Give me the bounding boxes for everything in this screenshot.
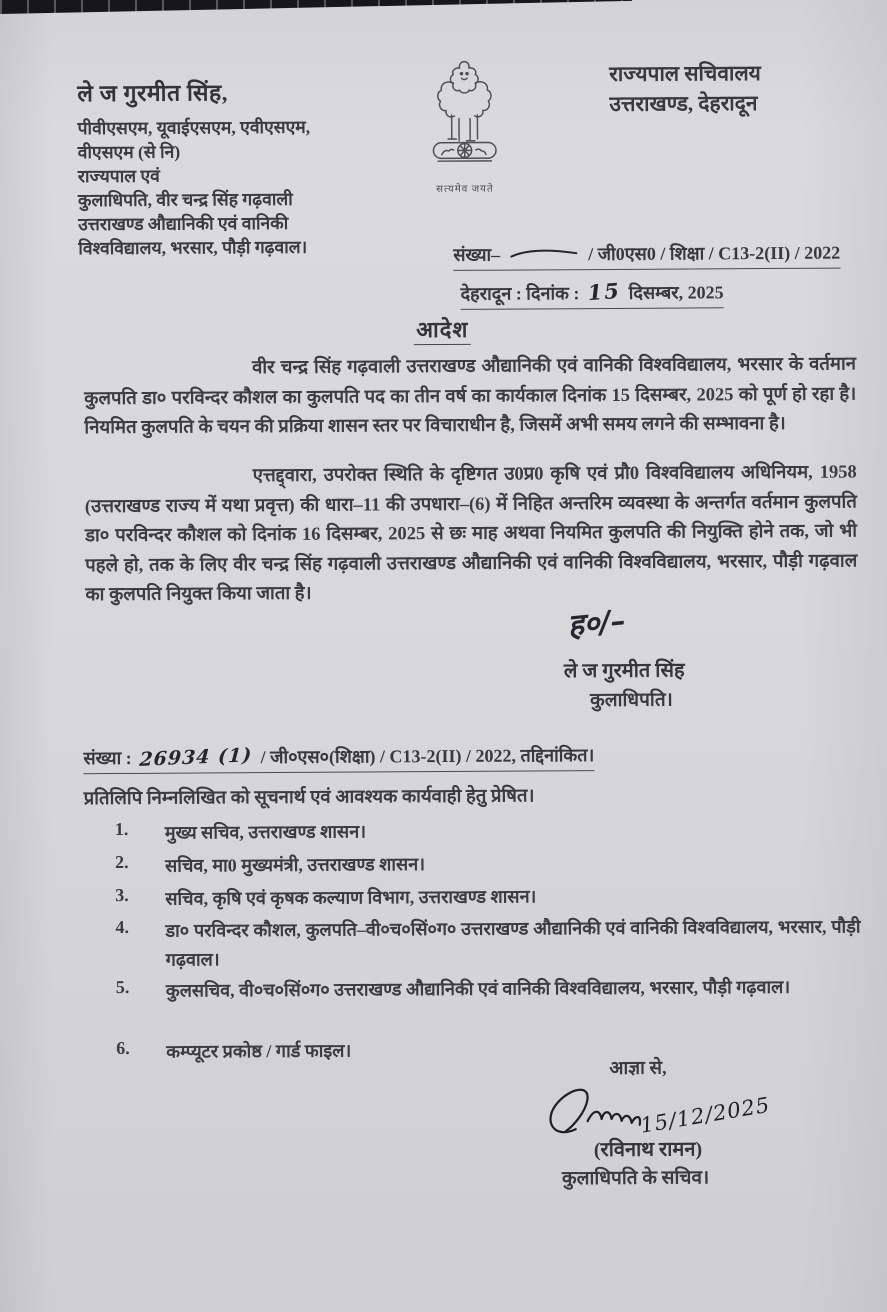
recipient-text: कुलसचिव, वी०च०सिं०ग० उत्तराखण्ड औद्यानिकी एवं वानिकी विश्वविद्यालय, भरसार, पौड़ी गढ़वाल। — [165, 976, 791, 1001]
ashoka-lion-capital-emblem-icon — [418, 58, 511, 177]
sender-title-1: राज्यपाल एवं — [77, 165, 160, 187]
recipient-text: मुख्य सचिव, उत्तराखण्ड शासन। — [164, 821, 367, 843]
office-block — [609, 58, 761, 119]
signature-mark-block — [567, 601, 625, 642]
reference-number: / जी0एस0 / शिक्षा / C13-2(II) / 2022 — [588, 242, 841, 265]
order-heading-row — [0, 311, 886, 346]
date-rest: दिसम्बर, 2025 — [628, 282, 724, 303]
office-line-1: राज्यपाल सचिवालय — [609, 61, 761, 86]
emblem-motto: सत्यमेव जयते — [436, 183, 494, 196]
endorsement-label: संख्या : — [83, 747, 132, 769]
sender-honors-1: पीवीएसएम, यूवाईएसएम, एवीएसएम, — [77, 116, 311, 139]
recipient-number: 4. — [115, 916, 130, 938]
handwritten-signature — [541, 1070, 791, 1144]
recipient-row-4 — [115, 912, 860, 975]
recipient-row-5 — [116, 972, 861, 1006]
reference-label: संख्या– — [453, 244, 501, 265]
signed-designation: कुलाधिपति। — [590, 689, 673, 712]
recipient-text: डा० परविन्दर कौशल, कुलपति–वी०च०सिं०ग० उत्तराखण्ड औद्यानिकी एवं वानिकी विश्वविद्यालय, भरसार, पौड़ी गढ़वाल। — [165, 916, 861, 970]
footer-signatory-name: (रविनाथ रामन) — [593, 1138, 703, 1162]
handwritten-signature-date: 15/12/2025 — [638, 1092, 772, 1138]
handwritten-day: 15 — [586, 277, 622, 306]
recipient-number: 5. — [115, 976, 130, 998]
reference-number-line — [453, 241, 840, 271]
handwritten-dash-mark — [508, 246, 580, 260]
emblem-block — [399, 57, 530, 195]
order-heading: आदेश — [414, 317, 470, 345]
recipient-number: 2. — [114, 851, 129, 873]
signed-name: ले ज गुरमीत सिंह — [563, 659, 685, 683]
signed-mark-handwriting: ह०/– — [566, 603, 627, 644]
recipient-row-1 — [115, 814, 860, 848]
sender-honors-2: वीएसएम (से नि) — [77, 141, 181, 163]
endorsement-number-rest: / जी०एस०(शिक्षा) / C13-2(II) / 2022, तद्दिनांकित। — [260, 745, 595, 768]
footer-signatory-designation: कुलाधिपति के सचिव। — [561, 1167, 710, 1190]
recipient-row-6 — [116, 1033, 861, 1067]
office-line-2: उत्तराखण्ड, देहरादून — [609, 91, 758, 116]
order-paragraph-1: वीर चन्द्र सिंह गढ़वाली उत्तराखण्ड औद्यानिकी एवं वानिकी विश्वविद्यालय, भरसार के वर्तमान कुलपति डा० परविन्दर कौशल का कुलपति पद का तीन वर्ष का कार्यकाल दिनांक 15 दिसम्बर, 2025 को पूर्ण हो रहा है। नियमित कुलपति के चयन की प्रक्रिया शासन स्तर पर विचाराधीन है, जिसमें अभी समय लगने की सम्भावना है। — [84, 354, 857, 439]
place-date-label: देहरादून : दिनांक : — [460, 283, 580, 304]
recipient-text: सचिव, मा0 मुख्यमंत्री, उत्तराखण्ड शासन। — [165, 854, 426, 876]
copy-note: प्रतिलिपि निम्नलिखित को सूचनार्थ एवं आवश्यक कार्यवाही हेतु प्रेषित। — [83, 786, 535, 810]
recipient-number: 3. — [115, 884, 129, 906]
recipient-number: 6. — [116, 1037, 130, 1059]
sender-title-4: विश्वविद्यालय, भरसार, पौड़ी गढ़वाल। — [78, 236, 308, 259]
sender-title-3: उत्तराखण्ड औद्यानिकी एवं वानिकी — [78, 212, 289, 235]
sender-title-2: कुलाधिपति, वीर चन्द्र सिंह गढ़वाली — [77, 188, 293, 211]
recipient-number: 1. — [114, 818, 129, 840]
order-paragraph-2: एत्तद्द्वारा, उपरोक्त स्थिति के दृष्टिगत उ0प्र0 कृषि एवं प्रौ0 विश्वविद्यालय अधिनियम, 1958 (उत्तराखण्ड राज्य में यथा प्रवृत्त) की धारा–11 की उपधारा–(6) में निहित अन्तरिम व्यवस्था के अन्तर्गत वर्तमान कुलपति डा० परविन्दर कौशल को दिनांक 16 दिसम्बर, 2025 से छः माह अथवा नियमित कुलपति की नियुक्ति होने तक, जो भी पहले हो, तक के लिए वीर चन्द्र सिंह गढ़वाली उत्तराखण्ड औद्यानिकी एवं वानिकी विश्वविद्यालय, भरसार, पौड़ी गढ़वाल का कुलपति नियुक्त किया जाता है। — [84, 462, 858, 606]
sender-name: ले ज गुरमीत सिंह, — [77, 80, 228, 107]
recipient-row-3 — [115, 880, 860, 914]
handwritten-endorsement-number: 26934 (1) — [139, 744, 254, 771]
endorsement-number-line — [83, 743, 594, 774]
recipient-text: सचिव, कृषि एवं कृषक कल्याण विभाग, उत्तराखण्ड शासन। — [165, 886, 537, 909]
recipient-text: कम्प्यूटर प्रकोष्ठ / गार्ड फाइल। — [166, 1040, 352, 1062]
sender-block — [77, 75, 311, 260]
place-date-line — [461, 278, 724, 310]
recipient-row-2 — [115, 847, 860, 881]
by-order-label: आज्ञा से, — [609, 1058, 667, 1079]
